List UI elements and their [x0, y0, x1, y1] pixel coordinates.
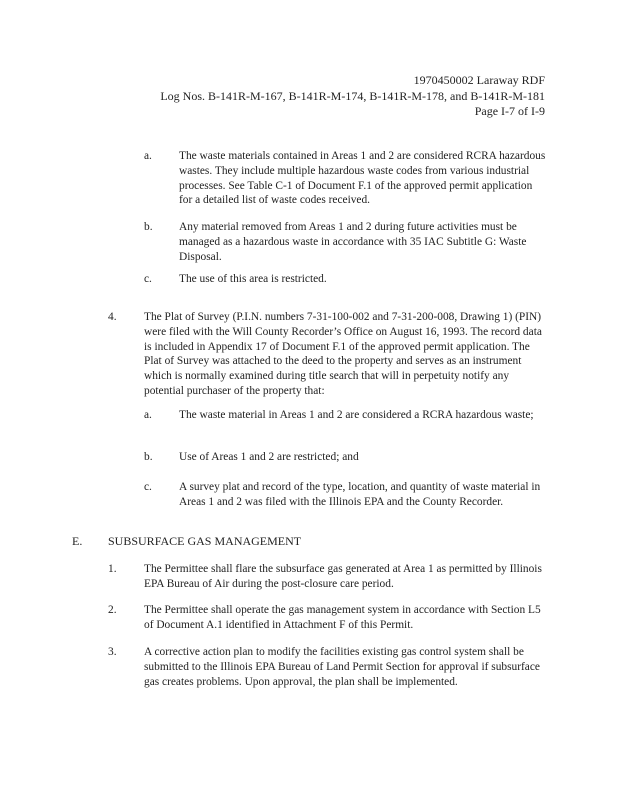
item-4b-label: b.	[144, 451, 153, 463]
item-4-text: The Plat of Survey (P.I.N. numbers 7-31-100-002 and 7-31-200-008, Drawing 1) (PIN) were filed with the Will County Recorder’s Office on August 16, 1993. The record data is included in Appendix 17 of Document F.1 of the approved permit application. The Plat of Survey was attached to the deed to the property and serves as an instrument which is normally examined during title search that will in perpetuity notify any potential purchaser of the property that:	[144, 311, 542, 397]
section-e-item-3-text: A corrective action plan to modify the facilities existing gas control system shall be submitted to the Illinois EPA Bureau of Land Permit Section for approval if subsurface gas creates problems. Upon approval, the plan shall be implemented.	[144, 646, 540, 688]
item-c-label: c.	[144, 273, 152, 285]
header-log-numbers: Log Nos. B-141R-M-167, B-141R-M-174, B-141R-M-178, and B-141R-M-181	[160, 89, 545, 103]
item-b-text: Any material removed from Areas 1 and 2 during future activities must be managed as a hazardous waste in accordance with 35 IAC Subtitle G: Waste Disposal.	[179, 221, 527, 263]
section-e-item-3-label: 3.	[108, 646, 117, 658]
item-4c-label: c.	[144, 481, 152, 493]
item-a-label: a.	[144, 150, 152, 162]
section-e-item-1-text: The Permittee shall flare the subsurface gas generated at Area 1 as permitted by Illinois EPA Bureau of Air during the post-closure care period.	[144, 563, 542, 590]
header-facility-id: 1970450002 Laraway RDF	[413, 73, 545, 87]
item-4c-text: A survey plat and record of the type, location, and quantity of waste material in Areas 1 and 2 was filed with the Illinois EPA and the County Recorder.	[179, 481, 541, 508]
header-page-number: Page I-7 of I-9	[474, 104, 545, 118]
item-a-text: The waste materials contained in Areas 1 and 2 are considered RCRA hazardous wastes. They include multiple hazardous waste codes from various industrial processes. See Table C-1 of Document F.1 of the approved permit application for a detailed list of waste codes received.	[179, 150, 546, 207]
item-4-label: 4.	[108, 311, 117, 323]
section-e-item-1-label: 1.	[108, 563, 117, 575]
item-b-label: b.	[144, 221, 153, 233]
section-e-item-2-label: 2.	[108, 604, 117, 616]
section-e-item-2-text: The Permittee shall operate the gas management system in accordance with Section L5 of Document A.1 identified in Attachment F of this Permit.	[144, 604, 541, 631]
item-c-text: The use of this area is restricted.	[179, 273, 327, 285]
section-e-label: E.	[72, 534, 83, 548]
item-4a-text: The waste material in Areas 1 and 2 are considered a RCRA hazardous waste;	[179, 409, 534, 421]
item-4a-label: a.	[144, 409, 152, 421]
section-e-title: SUBSURFACE GAS MANAGEMENT	[108, 534, 302, 548]
item-4b-text: Use of Areas 1 and 2 are restricted; and	[179, 451, 359, 463]
